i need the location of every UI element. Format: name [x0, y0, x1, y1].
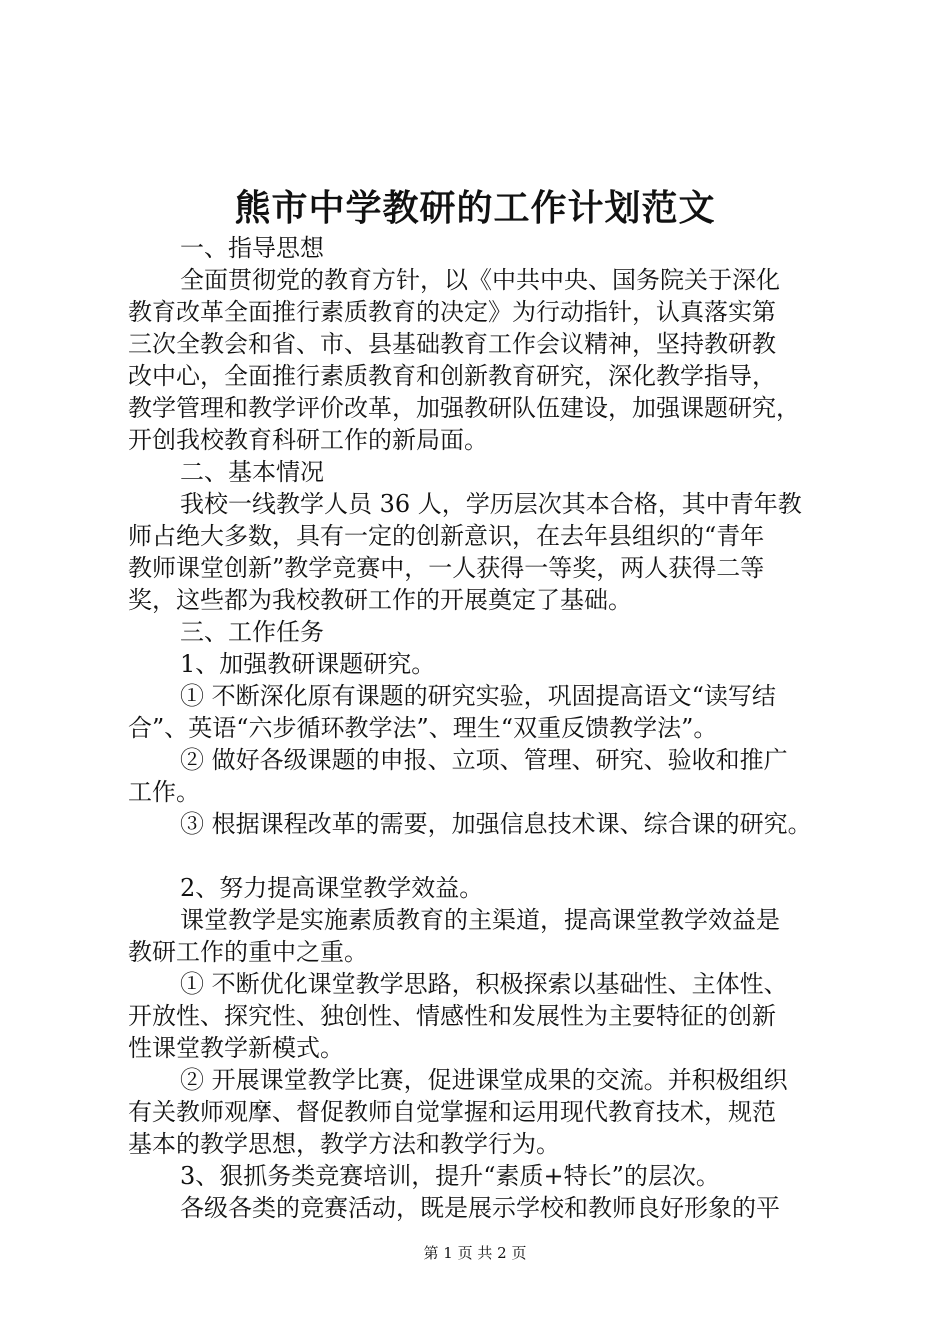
paragraph-line: 改中心，全面推行素质教育和创新教育研究，深化教学指导， [128, 362, 776, 390]
paragraph-line: 有关教师观摩、督促教师自觉掌握和运用现代教育技术，规范 [128, 1098, 776, 1126]
subsection-heading: 3、狠抓务类竞赛培训，提升“素质+特长”的层次。 [180, 1162, 720, 1190]
paragraph-line: 合”、英语“六步循环教学法”、理生“双重反馈教学法”。 [128, 714, 718, 742]
blank-line [128, 840, 848, 872]
paragraph-line: 基本的教学思想，教学方法和教学行为。 [128, 1130, 560, 1158]
paragraph-line: 我校一线教学人员 36 人，学历层次其本合格，其中青年教 [180, 490, 802, 518]
subsection-heading: 2、努力提高课堂教学效益。 [180, 874, 484, 902]
paragraph-line: 开创我校教育科研工作的新局面。 [128, 426, 488, 454]
section-heading: 一、指导思想 [180, 234, 324, 262]
paragraph-line: 全面贯彻党的教育方针，以《中共中央、国务院关于深化 [180, 266, 780, 294]
paragraph-line: 工作。 [128, 778, 200, 806]
subsection-heading: 1、加强教研课题研究。 [180, 650, 436, 678]
list-item: ③ 根据课程改革的需要，加强信息技术课、综合课的研究。 [180, 810, 812, 838]
paragraph-line: 奖，这些都为我校教研工作的开展奠定了基础。 [128, 586, 632, 614]
paragraph-line: 开放性、探究性、独创性、情感性和发展性为主要特征的创新 [128, 1002, 776, 1030]
paragraph-line: 教学管理和教学评价改革，加强教研队伍建设，加强课题研究， [128, 394, 800, 422]
section-heading: 二、基本情况 [180, 458, 324, 486]
paragraph-line: 教师课堂创新”教学竞赛中，一人获得一等奖，两人获得二等 [128, 554, 765, 582]
section-heading: 三、工作任务 [180, 618, 324, 646]
list-item: ② 做好各级课题的申报、立项、管理、研究、验收和推广 [180, 746, 788, 774]
list-item: ① 不断深化原有课题的研究实验，巩固提高语文“读写结 [180, 682, 776, 710]
list-item: ② 开展课堂教学比赛，促进课堂成果的交流。并积极组织 [180, 1066, 788, 1094]
paragraph-line: 性课堂教学新模式。 [128, 1034, 344, 1062]
paragraph-line: 教研工作的重中之重。 [128, 938, 368, 966]
document-body [128, 232, 848, 1224]
paragraph-line: 各级各类的竞赛活动，既是展示学校和教师良好形象的平 [180, 1194, 780, 1222]
document-title: 熊市中学教研的工作计划范文 [234, 187, 716, 229]
paragraph-line: 教育改革全面推行素质教育的决定》为行动指针，认真落实第 [128, 298, 776, 326]
paragraph-line: 三次全教会和省、市、县基础教育工作会议精神，坚持教研教 [128, 330, 776, 358]
paragraph-line: 师占绝大多数，具有一定的创新意识，在去年县组织的“青年 [128, 522, 765, 550]
paragraph-line: 课堂教学是实施素质教育的主渠道，提高课堂教学效益是 [180, 906, 780, 934]
page-number-footer: 第 1 页 共 2 页 [423, 1244, 527, 1262]
list-item: ① 不断优化课堂教学思路，积极探索以基础性、主体性、 [180, 970, 788, 998]
